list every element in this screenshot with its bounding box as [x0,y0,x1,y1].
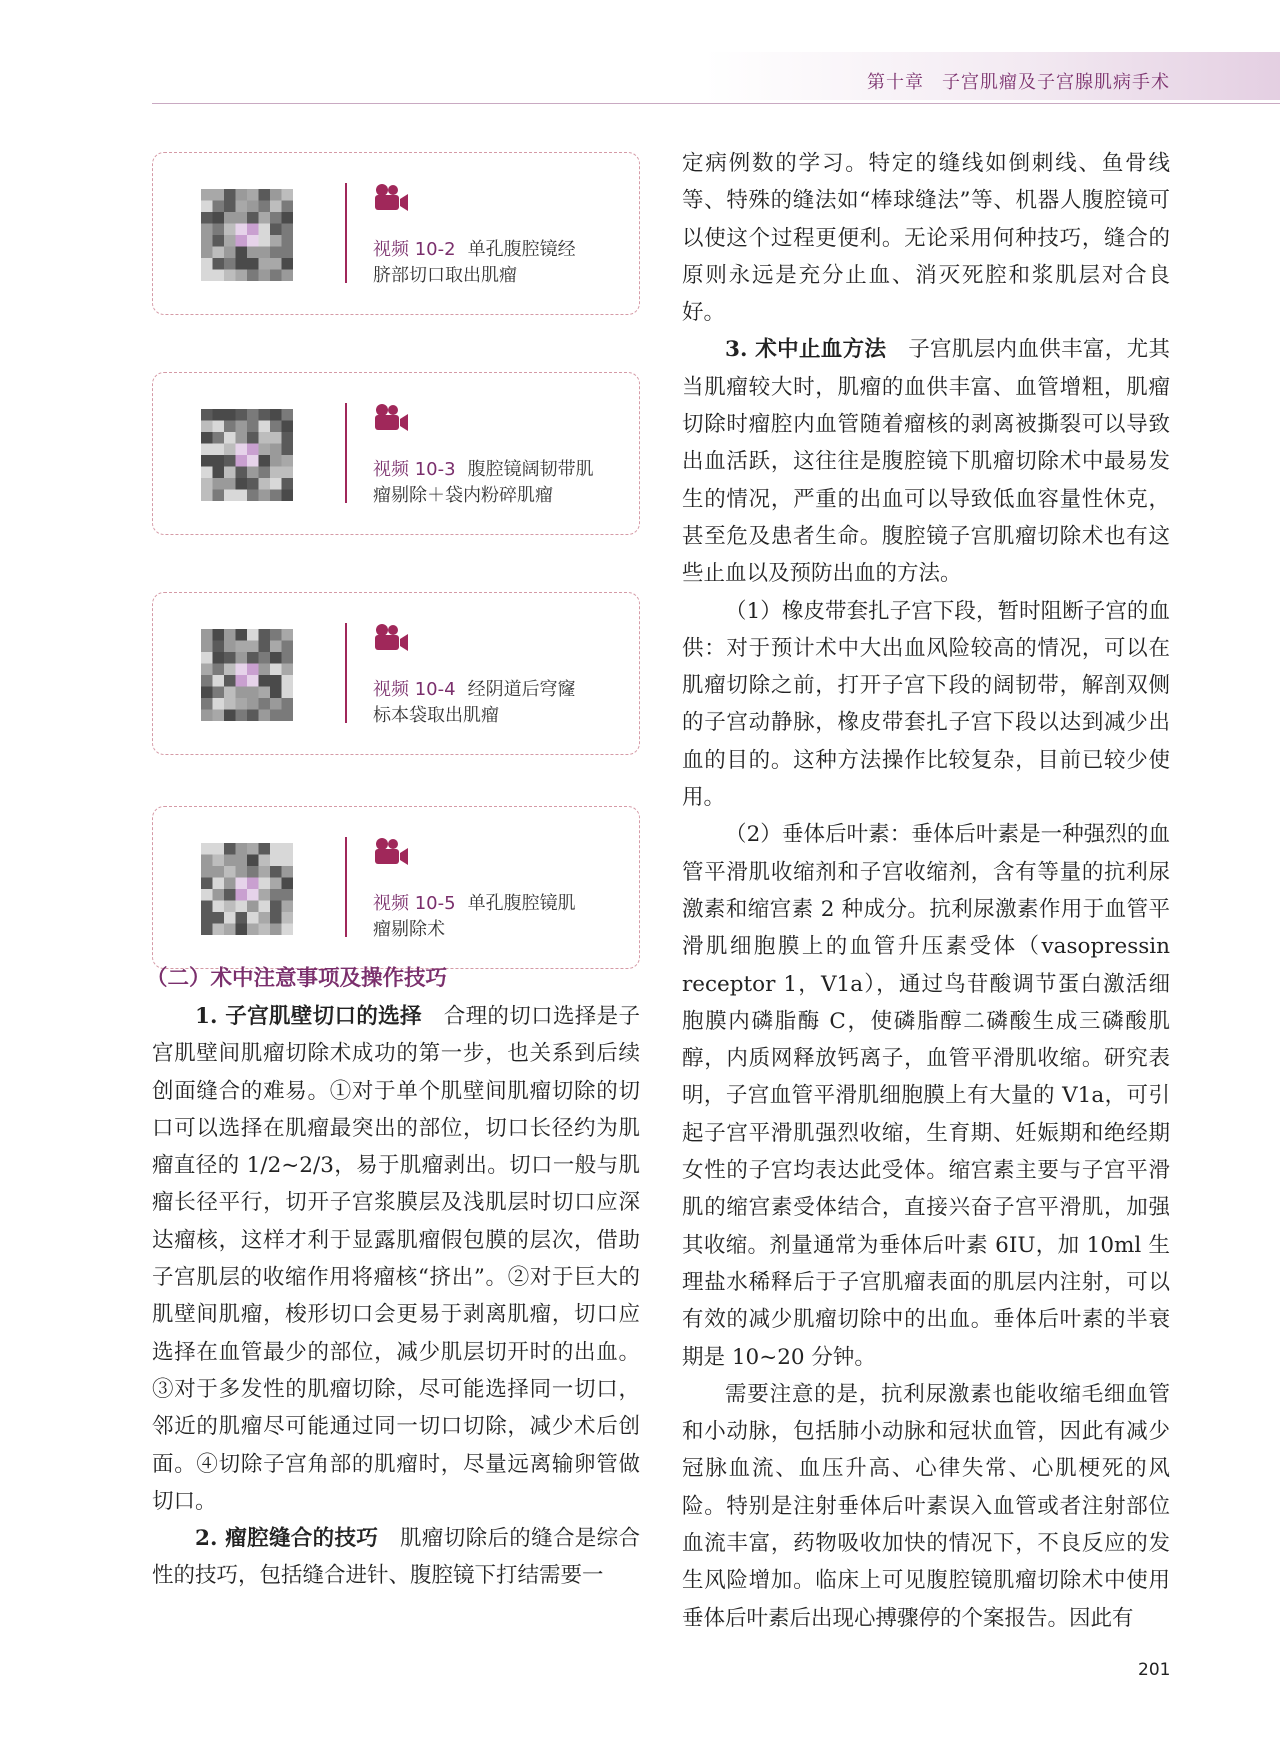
video-label [373,891,623,943]
qr-code-icon[interactable] [201,629,293,721]
paragraph-text: 肌瘤切除后的缝合是综合性的技巧，包括缝合进针、腹腔镜下打结需要一 [152,1526,640,1589]
paragraph: （1）橡皮带套扎子宫下段，暂时阻断子宫的血供：对于预计术中大出血风险较高的情况，可以在肌瘤切除之前，打开子宫下段的阔韧带，解剖双侧的子宫动静脉，橡皮带套扎子宫下段以达到减少出血的目的。这种方法操作比较复杂，目前已较少使用。 [682,598,1170,811]
left-column [146,966,640,1595]
qr-code-icon[interactable] [201,409,293,501]
paragraph-title: 2. 瘤腔缝合的技巧 [195,1526,379,1552]
video-label [373,457,623,509]
right-column [682,145,1170,1637]
paragraph [682,331,1170,592]
video-title-line2: 脐部切口取出肌瘤 [373,265,517,286]
divider [345,183,347,283]
chapter-number: 第十章 [867,72,924,93]
video-title-line2: 瘤剔除＋袋内粉碎肌瘤 [373,485,553,506]
paragraph: 定病例数的学习。特定的缝线如倒刺线、鱼骨线等、特殊的缝法如“棒球缝法”等、机器人腹腔镜可以使这个过程更便利。无论采用何种技巧，缝合的原则永远是充分止血、消灭死腔和浆肌层对合良好。 [682,151,1170,326]
video-box-10-3[interactable] [152,372,640,535]
paragraph [152,1520,640,1595]
qr-code-icon[interactable] [201,843,293,935]
chapter-title: 子宫肌瘤及子宫腺肌病手术 [942,72,1170,93]
paragraph-text: 合理的切口选择是子宫肌壁间肌瘤切除术成功的第一步，也关系到后续创面缝合的难易。①对于单个肌壁间肌瘤切除的切口可以选择在肌瘤最突出的部位，切口长径约为肌瘤直径的 1/2~2/3，易于肌瘤剥出。切口一般与肌瘤长径平行，切开子宫浆膜层及浅肌层时切口应深达瘤核，这样才利于显露肌瘤假包膜的层次，借助子宫肌层的收缩作用将瘤核“挤出”。②对于巨大的肌壁间肌瘤，梭形切口会更易于剥离肌瘤，切口应选择在血管最少的部位，减少肌层切开时的出血。③对于多发性的肌瘤切除，尽可能选择同一切口，邻近的肌瘤尽可能通过同一切口切除，减少术后创面。④切除子宫角部的肌瘤时，尽量远离输卵管做切口。 [152,1004,640,1514]
paragraph-text: 子宫肌层内血供丰富，尤其当肌瘤较大时，肌瘤的血供丰富、血管增粗，肌瘤切除时瘤腔内血管随着瘤核的剥离被撕裂可以导致出血活跃，这往往是腹腔镜下肌瘤切除术中最易发生的情况，严重的出血可以导致低血容量性休克，甚至危及患者生命。腹腔镜子宫肌瘤切除术也有这些止血以及预防出血的方法。 [682,337,1170,587]
video-title-line1: 经阴道后穹窿 [467,679,576,700]
divider [345,623,347,723]
video-label [373,677,623,729]
paragraph [152,998,640,1520]
video-title-line1: 单孔腹腔镜经 [467,239,576,260]
video-title-line2: 瘤剔除术 [373,919,445,940]
video-camera-icon [373,837,409,867]
video-camera-icon [373,623,409,653]
video-box-10-2[interactable] [152,152,640,315]
header-rule [152,103,1280,104]
page-number: 201 [1138,1660,1171,1680]
running-header [867,68,1170,94]
divider [345,403,347,503]
paragraph-title: 1. 子宫肌壁切口的选择 [195,1004,422,1029]
video-box-10-5[interactable] [152,806,640,969]
video-camera-icon [373,403,409,433]
paragraph: 需要注意的是，抗利尿激素也能收缩毛细血管和小动脉，包括肺小动脉和冠状血管，因此有减少冠脉血流、血压升高、心律失常、心肌梗死的风险。特别是注射垂体后叶素误入血管或者注射部位血流丰富，药物吸收加快的情况下，不良反应的发生风险增加。临床上可见腹腔镜肌瘤切除术中使用垂体后叶素后出现心搏骤停的个案报告。因此有 [682,1381,1170,1631]
qr-code-icon[interactable] [201,189,293,281]
video-number: 视频 10-5 [373,893,456,914]
video-number: 视频 10-2 [373,239,456,260]
video-title-line1: 单孔腹腔镜肌 [467,893,576,914]
section-heading: （二）术中注意事项及操作技巧 [146,966,448,991]
video-camera-icon [373,183,409,213]
video-number: 视频 10-3 [373,459,456,480]
video-title-line2: 标本袋取出肌瘤 [373,705,499,726]
video-title-line1: 腹腔镜阔韧带肌 [467,459,594,480]
divider [345,837,347,937]
video-label [373,237,623,289]
paragraph: （2）垂体后叶素：垂体后叶素是一种强烈的血管平滑肌收缩剂和子宫收缩剂，含有等量的抗利尿激素和缩宫素 2 种成分。抗利尿激素作用于血管平滑肌细胞膜上的血管升压素受体（vasopressin receptor 1，V1a），通过鸟苷酸调节蛋白激活细胞膜内磷脂酶 C，使磷脂醇二磷酸生成三磷酸肌醇，内质网释放钙离子，血管平滑肌收缩。研究表明，子宫血管平滑肌细胞膜上有大量的 V1a，可引起子宫平滑肌强烈收缩，生育期、妊娠期和绝经期女性的子宫均表达此受体。缩宫素主要与子宫平滑肌的缩宫素受体结合，直接兴奋子宫平滑肌，加强其收缩。剂量通常为垂体后叶素 6IU，加 10ml 生理盐水稀释后于子宫肌瘤表面的肌层内注射，可以有效的减少肌瘤切除中的出血。垂体后叶素的半衰期是 10~20 分钟。 [682,822,1170,1370]
paragraph-title: 3. 术中止血方法 [725,337,887,363]
video-box-10-4[interactable] [152,592,640,755]
video-number: 视频 10-4 [373,679,456,700]
